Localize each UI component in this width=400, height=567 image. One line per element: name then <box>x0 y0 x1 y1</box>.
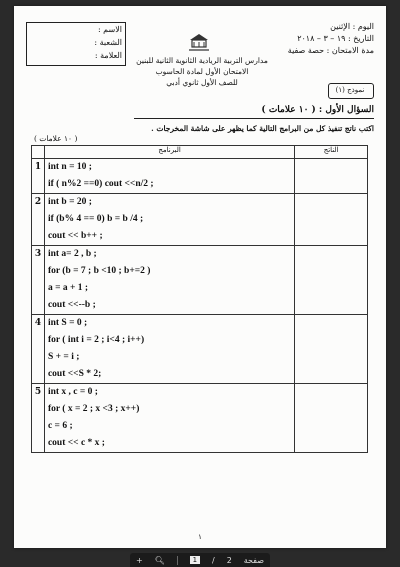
question-marks: ( ١٠ علامات ) <box>34 134 78 143</box>
exam-title: الامتحان الأول لمادة الحاسوب <box>155 67 249 76</box>
result-cell[interactable] <box>295 194 368 246</box>
header-result: الناتج <box>295 146 368 159</box>
table-row <box>32 159 368 194</box>
code-line: a = a + 1 ; <box>47 283 89 293</box>
exam-page <box>14 6 386 548</box>
table-row <box>32 384 368 453</box>
code-line: if (b% 4 == 0) b = b /4 ; <box>47 214 144 224</box>
code-line: for ( x = 2 ; x <3 ; x++) <box>47 404 140 414</box>
exam-date: التاريخ : ١٩ – ٣ – ٢٠١٨ <box>297 34 374 43</box>
grade-title: للصف الأول ثانوي أدبي <box>166 78 238 87</box>
page-number: ١ <box>198 533 202 541</box>
code-cell <box>44 384 294 453</box>
result-cell[interactable] <box>295 384 368 453</box>
school-logo-icon <box>186 28 212 54</box>
mark-label: العلامة : <box>94 51 122 60</box>
viewer-toolbar <box>130 553 270 567</box>
current-page-input[interactable]: 1 <box>190 556 200 564</box>
question-title: السؤال الأول : ( ١٠ علامات ) <box>261 105 374 115</box>
result-cell[interactable] <box>295 159 368 194</box>
code-line: if ( n%2 ==0) cout <<n/2 ; <box>47 179 154 189</box>
program-table <box>31 145 368 453</box>
section-label: الشعبة : <box>94 38 122 47</box>
result-cell[interactable] <box>295 246 368 315</box>
code-line: cout <<--b ; <box>47 300 96 310</box>
header-program: البرنامج <box>44 146 294 159</box>
zoom-icon[interactable]: 🔍︎ <box>154 555 165 565</box>
result-cell[interactable] <box>295 315 368 384</box>
exam-duration: مدة الامتحان : حصة صفية <box>287 46 374 55</box>
code-line: int a= 2 , b ; <box>47 249 97 259</box>
table-row <box>32 315 368 384</box>
row-number: 2 <box>32 194 45 246</box>
question-underline <box>134 118 374 119</box>
code-line: cout << b++ ; <box>47 231 103 241</box>
code-cell <box>44 246 294 315</box>
code-line: S + = i ; <box>47 352 80 362</box>
table-row <box>32 246 368 315</box>
code-line: int n = 10 ; <box>47 162 92 172</box>
code-line: int S = 0 ; <box>47 318 88 328</box>
model-label: نموذج (١) <box>335 86 365 94</box>
exam-day: اليوم : الإثنين <box>330 22 374 31</box>
code-line: for ( int i = 2 ; i<4 ; i++) <box>47 335 145 345</box>
code-line: int x , c = 0 ; <box>47 387 98 397</box>
page-label: صفحة <box>243 555 265 565</box>
code-line: c = 6 ; <box>47 421 73 431</box>
name-label: الاسم : <box>97 25 122 34</box>
code-line: for (b = 7 ; b <10 ; b+=2 ) <box>47 266 151 276</box>
zoom-in-button[interactable]: + <box>135 555 143 565</box>
code-line: cout <<S * 2; <box>47 369 102 379</box>
header-spacer <box>32 146 45 159</box>
row-number: 1 <box>32 159 45 194</box>
code-cell <box>44 159 294 194</box>
code-cell <box>44 194 294 246</box>
page-separator: / <box>212 555 215 565</box>
divider <box>177 556 178 565</box>
row-number: 5 <box>32 384 45 453</box>
code-cell <box>44 315 294 384</box>
table-header-row <box>32 146 368 159</box>
code-line: int b = 20 ; <box>47 197 92 207</box>
total-pages: 2 <box>226 555 232 565</box>
code-line: cout << c * x ; <box>47 438 105 448</box>
row-number: 3 <box>32 246 45 315</box>
school-name: مدارس التربية الريادية الثانوية الثانية للبنين <box>136 56 268 65</box>
row-number: 4 <box>32 315 45 384</box>
table-row <box>32 194 368 246</box>
question-instruction: اكتب ناتج تنفيذ كل من البرامج التالية كما يظهر على شاشة المخرجات . <box>151 124 374 133</box>
